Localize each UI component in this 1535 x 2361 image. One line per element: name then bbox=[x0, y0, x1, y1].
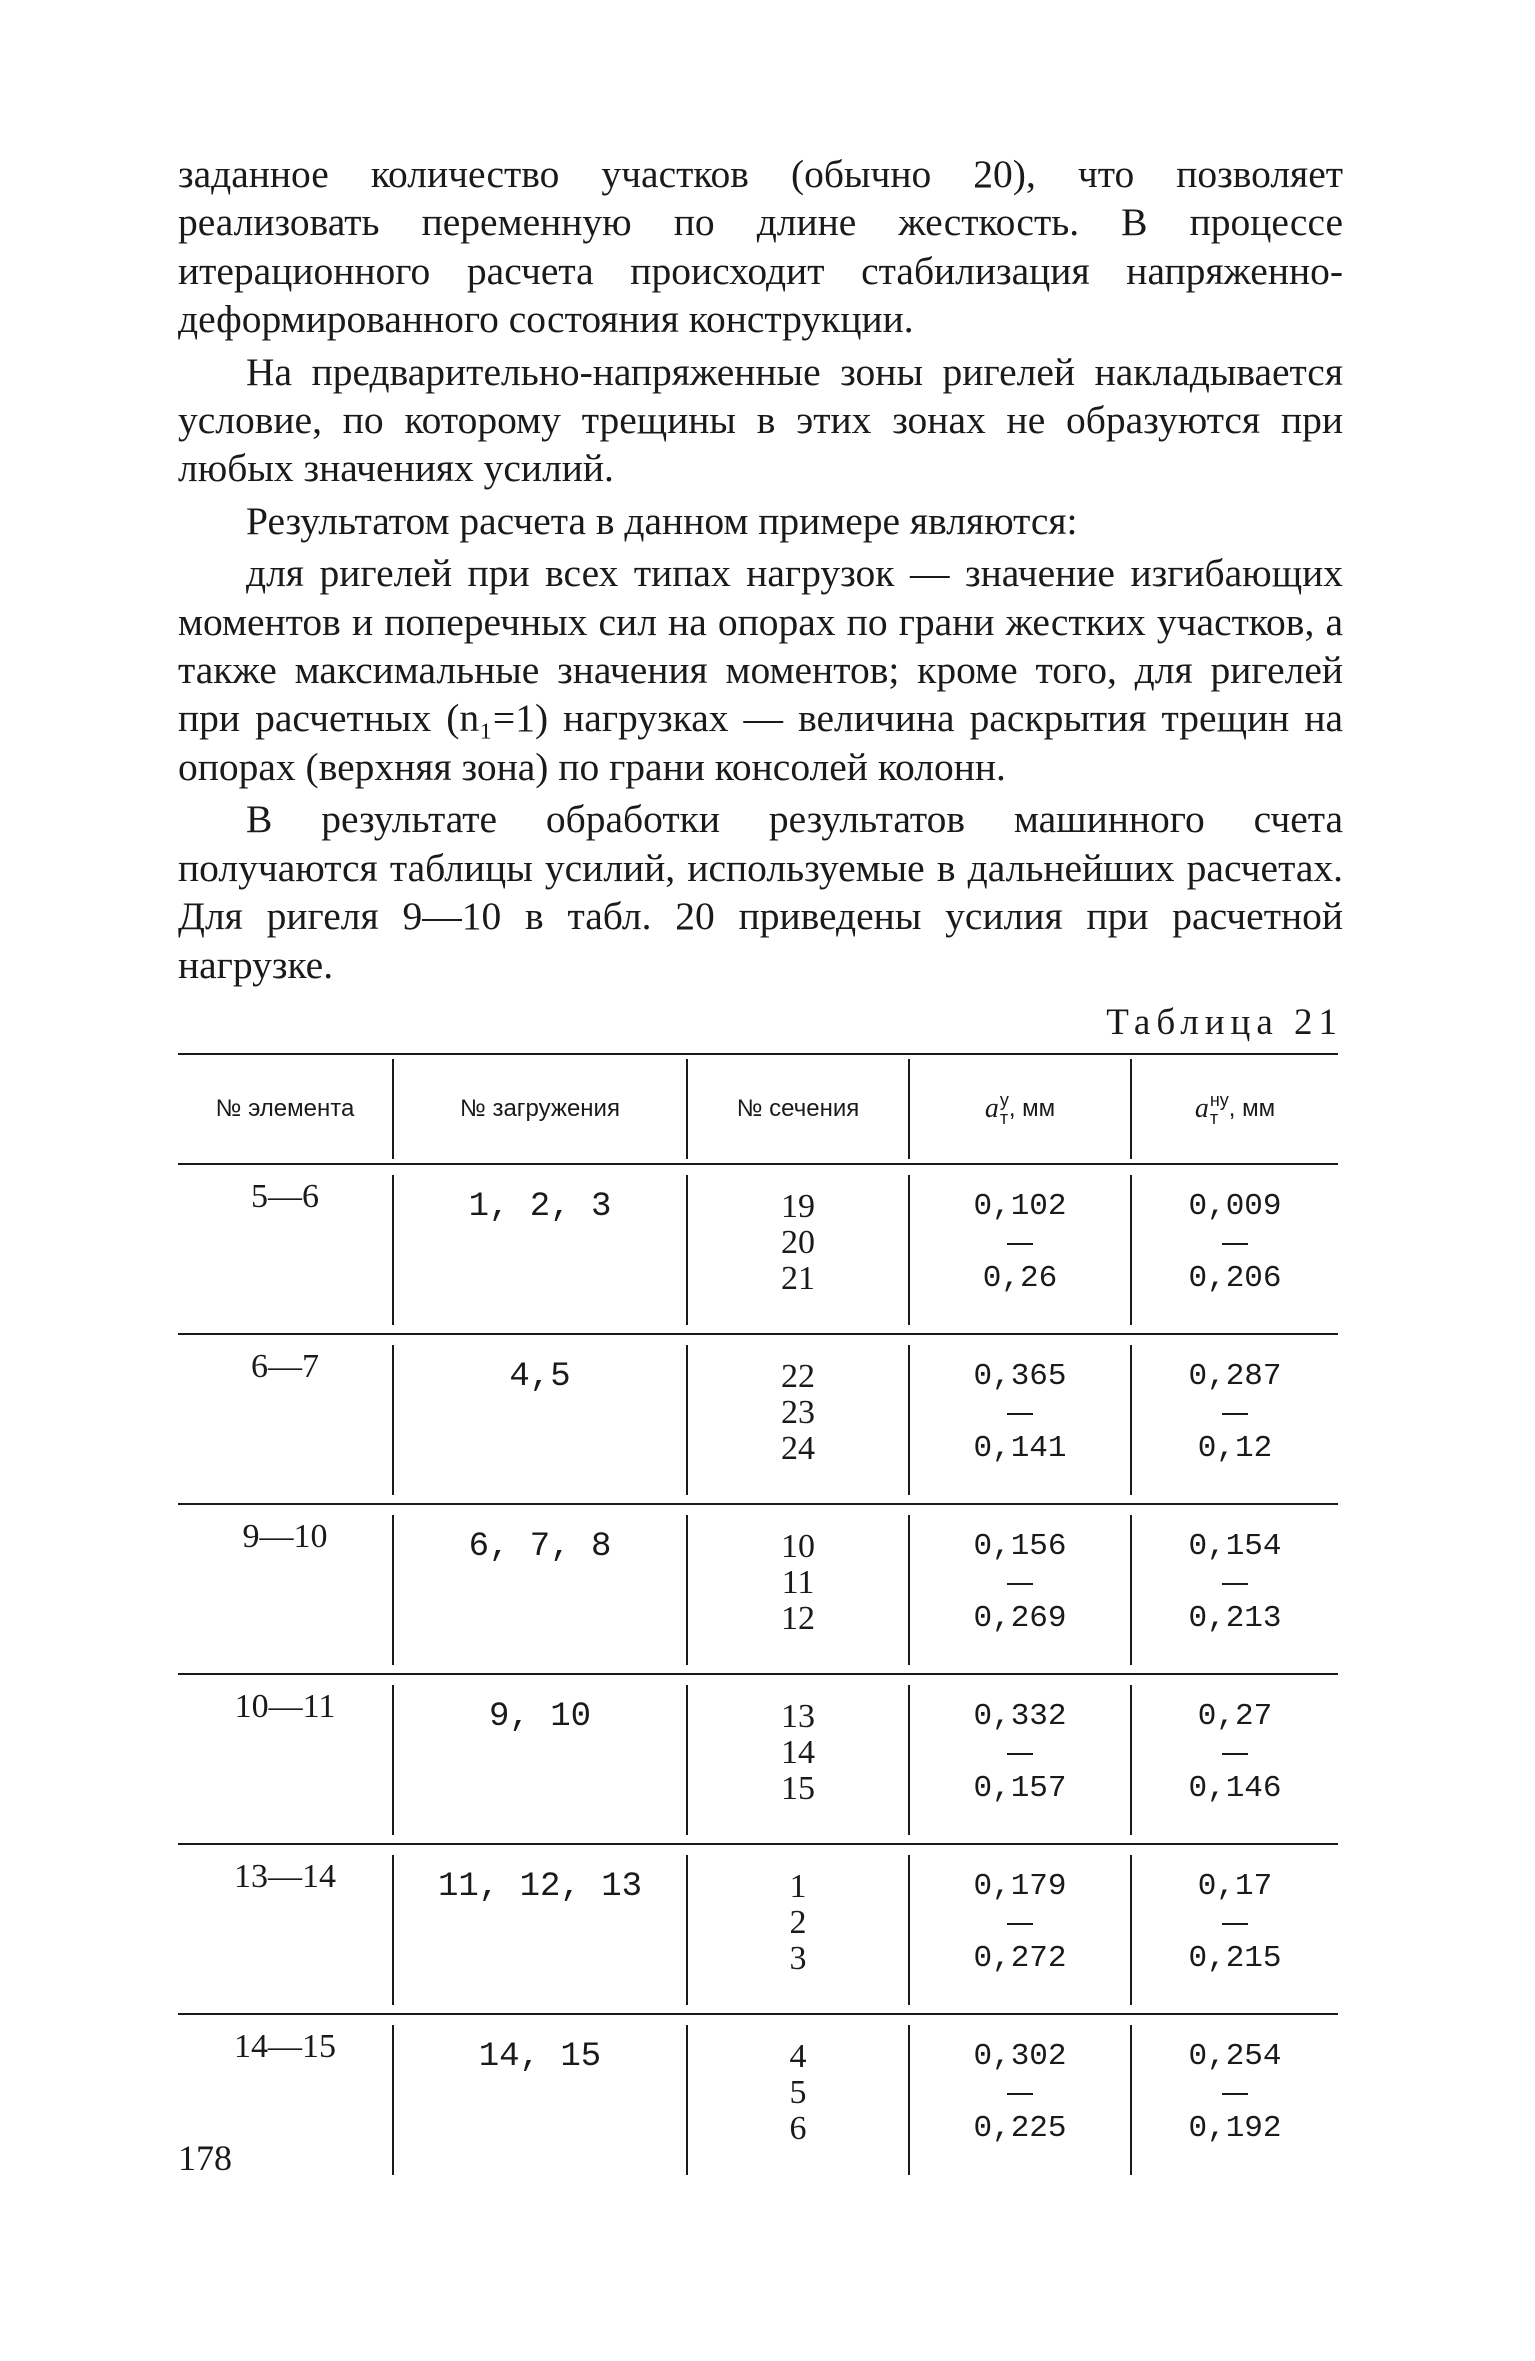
fraction-dash bbox=[1222, 1753, 1248, 1755]
symbol-a-unit: , мм bbox=[1008, 1094, 1056, 1122]
cell-crack-width-a bbox=[908, 1345, 1130, 1495]
cell-element: 6—7 bbox=[251, 1347, 319, 1385]
section-number: 21 bbox=[781, 1259, 815, 1297]
text-block bbox=[178, 150, 1343, 989]
table-caption: Таблица 21 bbox=[1106, 1001, 1343, 1043]
anu-bottom-value: 0,146 bbox=[1188, 1770, 1282, 1806]
section-number: 5 bbox=[789, 2073, 807, 2111]
fraction-dash bbox=[1222, 2093, 1248, 2095]
cell-loading: 4,5 bbox=[392, 1345, 686, 1495]
cell-crack-width-a bbox=[908, 1855, 1130, 2005]
a-bottom-value: 0,26 bbox=[982, 1260, 1058, 1296]
cell-crack-width-anu bbox=[1130, 1855, 1338, 2005]
a-top-value: 0,332 bbox=[973, 1698, 1067, 1734]
a-bottom-value: 0,225 bbox=[973, 2110, 1067, 2146]
header-section: № сечения bbox=[686, 1059, 908, 1159]
anu-bottom-value: 0,206 bbox=[1188, 1260, 1282, 1296]
paragraph-2: На предварительно-напряженные зоны ригелей накладывается условие, по которому трещины в этих зонах не образуются при любых значениях усилий. bbox=[178, 349, 1343, 491]
cell-loading: 14, 15 bbox=[392, 2025, 686, 2175]
anu-bottom-value: 0,213 bbox=[1188, 1600, 1282, 1636]
a-bottom-value: 0,141 bbox=[973, 1430, 1067, 1466]
anu-bottom-value: 0,12 bbox=[1197, 1430, 1273, 1466]
table-row bbox=[178, 1675, 1338, 1843]
section-number: 1 bbox=[789, 1867, 807, 1905]
anu-top-value: 0,17 bbox=[1197, 1868, 1273, 1904]
section-number: 24 bbox=[781, 1429, 815, 1467]
cell-crack-width-anu bbox=[1130, 1345, 1338, 1495]
header-element: № элемента bbox=[215, 1094, 355, 1122]
paragraph-1: заданное количество участков (обычно 20), что позволяет реализовать переменную по длине жесткость. В процессе итерационного расчета происходит стабилизация напряженно-деформированного состояния конструкции. bbox=[178, 152, 1343, 342]
section-number: 23 bbox=[781, 1393, 815, 1431]
table-header-row bbox=[178, 1055, 1338, 1163]
symbol-a-sup: у bbox=[999, 1089, 1009, 1110]
paragraph-4: для ригелей при всех типах нагрузок — значение изгибающих моментов и поперечных сил на опорах по грани жестких участков, а также максимальные значения моментов; кроме того, для ригелей при расчетных (n₁=1) нагрузках — величина раскрытия трещин на опорах (верхняя зона) по грани консолей колонн. bbox=[178, 551, 1343, 789]
cell-crack-width-a bbox=[908, 2025, 1130, 2175]
symbol-a-sub: т bbox=[999, 1107, 1009, 1128]
table-row bbox=[178, 1165, 1338, 1333]
fraction-dash bbox=[1007, 1753, 1033, 1755]
header-crack-width-a bbox=[908, 1059, 1130, 1159]
anu-top-value: 0,287 bbox=[1188, 1358, 1282, 1394]
anu-top-value: 0,009 bbox=[1188, 1188, 1282, 1224]
cell-element: 14—15 bbox=[234, 2027, 336, 2065]
section-number: 6 bbox=[789, 2109, 807, 2147]
cell-sections bbox=[686, 1345, 908, 1495]
header-crack-width-anu bbox=[1130, 1059, 1338, 1159]
page-body bbox=[178, 150, 1343, 2183]
fraction-dash bbox=[1222, 1923, 1248, 1925]
symbol-anu: a bbox=[1194, 1092, 1209, 1124]
header-loading: № загружения bbox=[392, 1059, 686, 1159]
cell-loading: 6, 7, 8 bbox=[392, 1515, 686, 1665]
section-number: 10 bbox=[781, 1527, 815, 1565]
cell-sections bbox=[686, 1685, 908, 1835]
section-number: 4 bbox=[789, 2037, 807, 2075]
fraction-dash bbox=[1007, 1243, 1033, 1245]
section-number: 12 bbox=[781, 1599, 815, 1637]
a-bottom-value: 0,157 bbox=[973, 1770, 1067, 1806]
a-top-value: 0,102 bbox=[973, 1188, 1067, 1224]
table-row bbox=[178, 2015, 1338, 2183]
cell-crack-width-anu bbox=[1130, 1515, 1338, 1665]
section-number: 3 bbox=[789, 1939, 807, 1977]
page-number: 178 bbox=[178, 2138, 232, 2178]
section-number: 2 bbox=[789, 1903, 807, 1941]
cell-crack-width-a bbox=[908, 1685, 1130, 1835]
a-top-value: 0,302 bbox=[973, 2038, 1067, 2074]
cell-element: 9—10 bbox=[242, 1517, 328, 1555]
paragraph-5: В результате обработки результатов машинного счета получаются таблицы усилий, используемые в дальнейших расчетах. Для ригеля 9—10 в табл. 20 приведены усилия при расчетной нагрузке. bbox=[178, 797, 1343, 987]
section-number: 15 bbox=[781, 1769, 815, 1807]
fraction-dash bbox=[1007, 1413, 1033, 1415]
section-number: 20 bbox=[781, 1223, 815, 1261]
cell-crack-width-a bbox=[908, 1175, 1130, 1325]
cell-sections bbox=[686, 1855, 908, 2005]
cell-loading: 11, 12, 13 bbox=[392, 1855, 686, 2005]
cell-crack-width-anu bbox=[1130, 2025, 1338, 2175]
anu-bottom-value: 0,192 bbox=[1188, 2110, 1282, 2146]
cell-loading: 1, 2, 3 bbox=[392, 1175, 686, 1325]
table-row bbox=[178, 1335, 1338, 1503]
table-row bbox=[178, 1845, 1338, 2013]
symbol-a: a bbox=[984, 1092, 999, 1124]
table-21 bbox=[178, 1053, 1338, 2183]
fraction-dash bbox=[1222, 1583, 1248, 1585]
anu-top-value: 0,154 bbox=[1188, 1528, 1282, 1564]
symbol-anu-sup: ну bbox=[1209, 1089, 1229, 1110]
section-number: 22 bbox=[781, 1357, 815, 1395]
fraction-dash bbox=[1007, 2093, 1033, 2095]
symbol-anu-indices bbox=[1210, 1091, 1229, 1127]
section-number: 19 bbox=[781, 1187, 815, 1225]
fraction-dash bbox=[1222, 1243, 1248, 1245]
cell-sections bbox=[686, 2025, 908, 2175]
cell-element: 5—6 bbox=[251, 1177, 319, 1215]
anu-top-value: 0,27 bbox=[1197, 1698, 1273, 1734]
a-bottom-value: 0,272 bbox=[973, 1940, 1067, 1976]
cell-crack-width-anu bbox=[1130, 1685, 1338, 1835]
cell-crack-width-a bbox=[908, 1515, 1130, 1665]
anu-bottom-value: 0,215 bbox=[1188, 1940, 1282, 1976]
paragraph-3: Результатом расчета в данном примере являются: bbox=[246, 498, 1078, 543]
symbol-anu-sub: т bbox=[1209, 1107, 1219, 1128]
cell-sections bbox=[686, 1175, 908, 1325]
cell-loading: 9, 10 bbox=[392, 1685, 686, 1835]
a-top-value: 0,365 bbox=[973, 1358, 1067, 1394]
section-number: 14 bbox=[781, 1733, 815, 1771]
symbol-anu-unit: , мм bbox=[1228, 1094, 1276, 1122]
table-row bbox=[178, 1505, 1338, 1673]
section-number: 13 bbox=[781, 1697, 815, 1735]
fraction-dash bbox=[1007, 1923, 1033, 1925]
section-number: 11 bbox=[781, 1563, 815, 1601]
a-top-value: 0,156 bbox=[973, 1528, 1067, 1564]
cell-sections bbox=[686, 1515, 908, 1665]
fraction-dash bbox=[1007, 1583, 1033, 1585]
symbol-a-indices bbox=[1000, 1091, 1009, 1127]
cell-crack-width-anu bbox=[1130, 1175, 1338, 1325]
a-top-value: 0,179 bbox=[973, 1868, 1067, 1904]
fraction-dash bbox=[1222, 1413, 1248, 1415]
a-bottom-value: 0,269 bbox=[973, 1600, 1067, 1636]
anu-top-value: 0,254 bbox=[1188, 2038, 1282, 2074]
cell-element: 10—11 bbox=[234, 1687, 336, 1725]
table-body bbox=[178, 1165, 1338, 2183]
cell-element: 13—14 bbox=[234, 1857, 336, 1895]
